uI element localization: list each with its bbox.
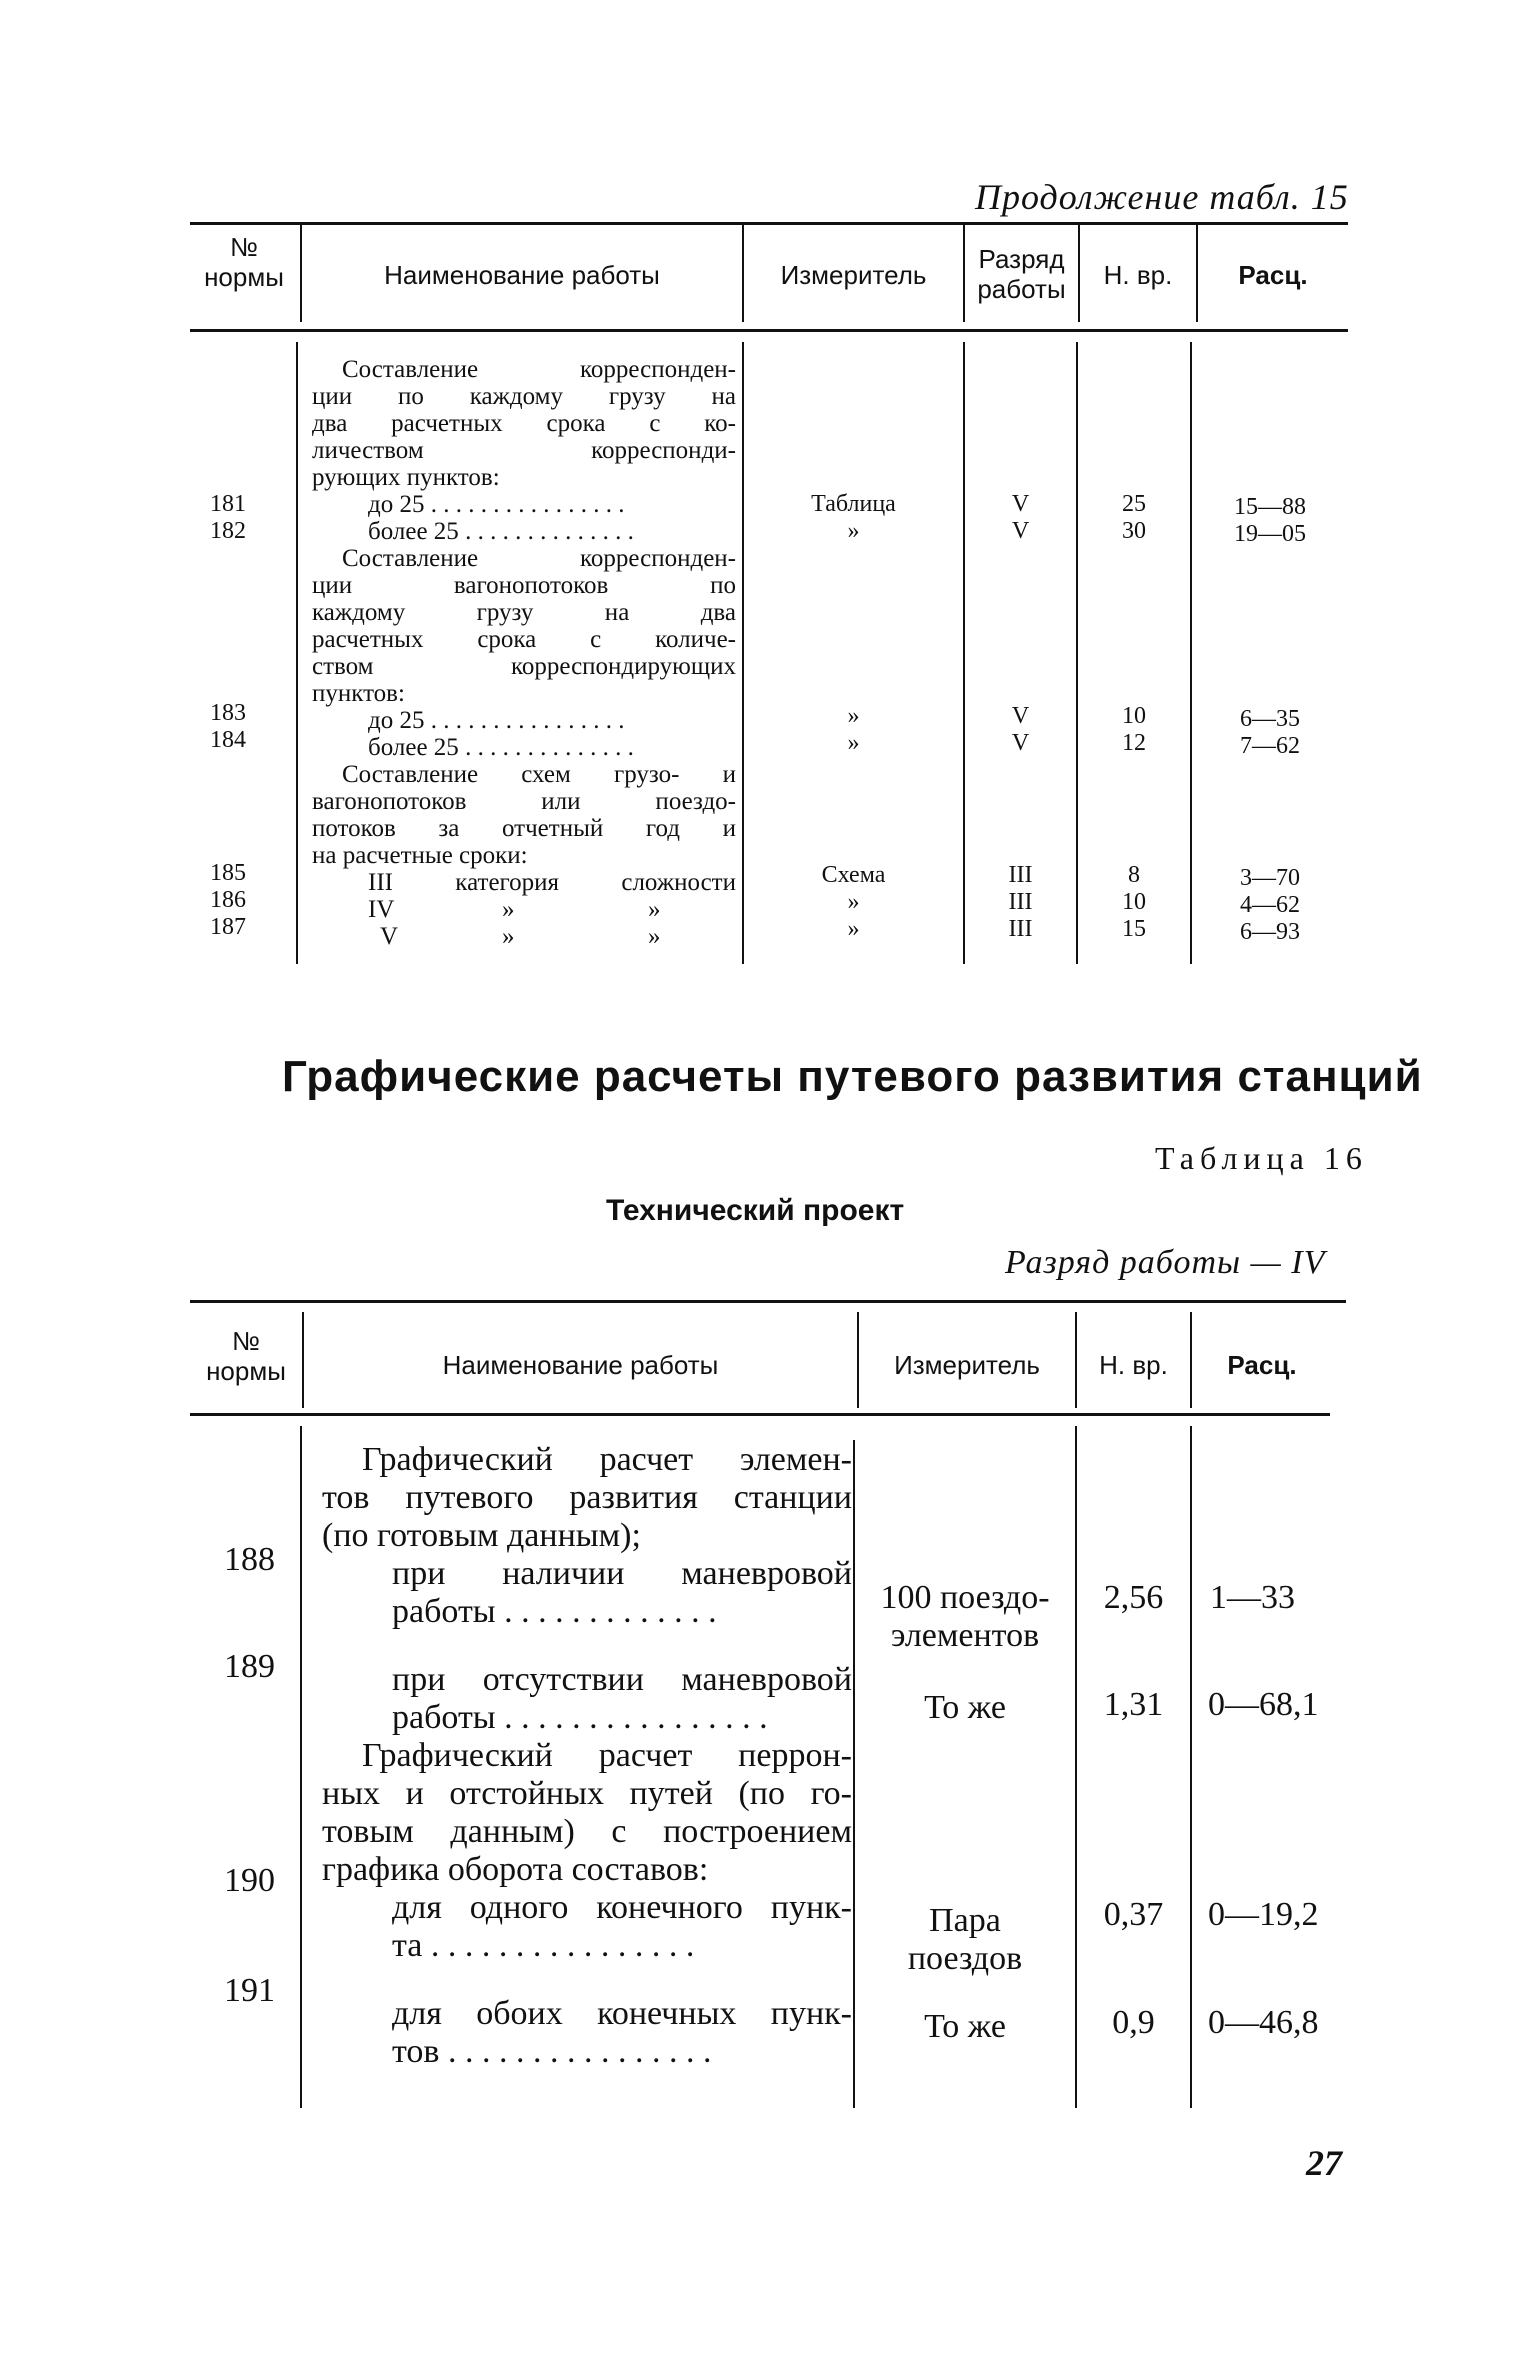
header-name: Наименование работы	[442, 1350, 719, 1380]
table-row-num: 190	[224, 1862, 275, 1899]
work-description: Составление корреспонден- ции по каждому грузу на два расчетных срока с ко- личеством корреспонди- рующих пунктов: до 25 . . . . . . . . . . . . . . . . более 25 . . . . . . . . . . . . . . Составление корреспонден- ции вагонопотоков по каждому грузу на два расчетных срока с количе- ством корреспондирующих пунктов: до 25 . . . . . . . . . . . . . . . . более 25 . . . . . . . . . . . . . . Составление схем грузо- и вагонопотоков или поездо- потоков за отчетный год и на расчетные сроки: III категория сложности IV » » V » »	[312, 356, 736, 950]
work-description: Графический расчет элемен- тов путевого развития станции (по готовым данным); при наличии маневровой работы . . . . . . . . . . . . . при отсутствии маневровой работы . . . . . . . . . . . . . . . . Графический расчет перрон- ных и отстойных путей (по го- товым данным) с построением графика оборота составов: для одного конечного пунк- та . . . . . . . . . . . . . . . . для обоих конечных пунк- тов . . . . . . . . . . . . . . . .	[322, 1441, 852, 2070]
table-row-num: 189	[224, 1648, 275, 1685]
header-name: Наименование работы	[384, 260, 660, 290]
table-row-meter: 100 поездо- элементов	[880, 1579, 1050, 1654]
table-row-rate: 1—33	[1210, 1579, 1295, 1616]
header-time: Н. вр.	[1103, 260, 1173, 290]
body-divider	[300, 1426, 302, 2108]
grade-note: Разряд работы — IV	[1005, 1244, 1326, 1281]
body-divider	[296, 342, 298, 964]
table-row: 25 30	[1122, 491, 1146, 544]
header-num: № нормы	[206, 1326, 286, 1386]
header-time: Н. вр.	[1099, 1350, 1168, 1380]
table-top-rule	[190, 222, 1348, 225]
table-row: 10 12	[1122, 703, 1146, 756]
table-row: 6—35 7—62	[1240, 706, 1300, 759]
table-row: III III III	[1008, 862, 1033, 942]
table-row: 15—88 19—05	[1234, 494, 1306, 547]
table-subtitle: Технический проект	[606, 1194, 905, 1227]
table-row-time: 0,37	[1103, 1896, 1164, 1933]
header-rate: Расц.	[1227, 1350, 1297, 1380]
table-label: Таблица 16	[1155, 1140, 1368, 1176]
table-row-rate: 0—68,1	[1208, 1686, 1319, 1723]
table-row-time: 1,31	[1103, 1686, 1164, 1723]
table-top-rule	[190, 1300, 1346, 1303]
section-title: Графические расчеты путевого развития станций	[282, 1052, 1423, 1101]
table-continuation-caption: Продолжение табл. 15	[975, 177, 1349, 217]
table-row: 185 186 187	[210, 860, 246, 940]
header-num: № нормы	[204, 232, 284, 292]
table-row: 181 182	[210, 491, 246, 544]
table-row-num: 191	[224, 1972, 275, 2009]
table-row: » »	[847, 703, 860, 756]
table-row-num: 188	[224, 1541, 275, 1578]
body-divider	[1190, 1426, 1192, 2108]
table-row-time: 0,9	[1112, 2004, 1155, 2041]
table-row-rate: 0—46,8	[1208, 2004, 1319, 2041]
table-row-time: 2,56	[1103, 1579, 1164, 1616]
table-header-rule	[190, 1413, 1330, 1416]
table-row: 8 10 15	[1122, 862, 1146, 942]
table-header-rule	[190, 329, 1348, 332]
table-row: V V	[1011, 703, 1030, 756]
table-row-meter: То же	[924, 1689, 1006, 1726]
table-row: 3—70 4—62 6—93	[1240, 865, 1300, 945]
table-row: V V	[1011, 491, 1030, 544]
header-rate: Расц.	[1238, 260, 1308, 290]
table-row: 183 184	[210, 700, 246, 753]
page-number: 27	[1306, 2143, 1342, 2183]
header-meter: Измеритель	[894, 1350, 1040, 1380]
header-grade: Разряд работы	[977, 244, 1066, 304]
table-row-meter: То же	[924, 2008, 1006, 2045]
table-row: Таблица »	[811, 491, 896, 544]
table-row: Схема » »	[821, 862, 886, 942]
header-meter: Измеритель	[780, 260, 927, 290]
table-row-meter: Пара поездов	[907, 1902, 1023, 1977]
table-row-rate: 0—19,2	[1208, 1896, 1319, 1933]
